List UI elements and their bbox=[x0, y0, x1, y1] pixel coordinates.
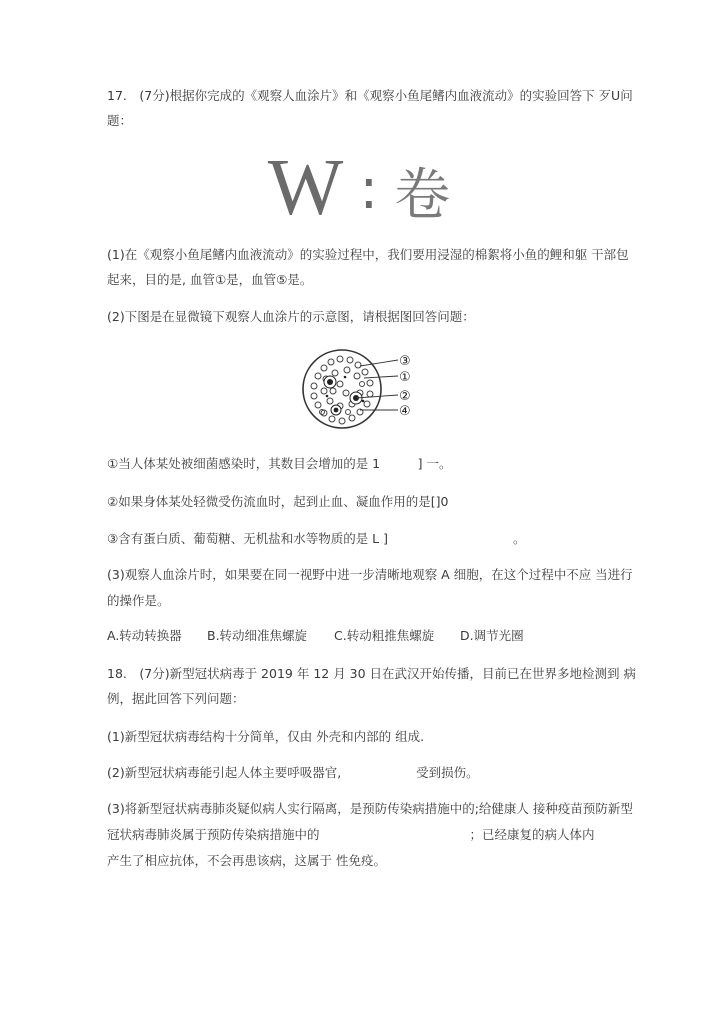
big-juan: 卷 bbox=[394, 163, 453, 228]
q17-sub1: ①当人体某处被细菌感染时，其数目会增加的是 1 ] 一。 bbox=[107, 456, 452, 471]
q17-sub3: ③含有蛋白质、葡萄糖、无机盐和水等物质的是 L ] 。 bbox=[107, 531, 526, 546]
watermark-heading bbox=[0, 144, 720, 236]
q18-p2: (2)新型冠状病毒能引起人体主要呼吸器官, 受到损伤。 bbox=[107, 765, 479, 780]
q18-p3-line1: (3)将新型冠状病毒肺炎疑似病人实行隔离，是预防传染病措施中的;给健康人 接种疫苗预防新型 bbox=[107, 801, 633, 816]
option-d: D.调节光圈 bbox=[460, 628, 524, 643]
q17-p3-line1: (3)观察人血涂片时，如果要在同一视野中进一步清晰地观察 A 细胞，在这个过程中不应 当进行 bbox=[107, 567, 633, 582]
label-3: ③ bbox=[399, 354, 411, 369]
q18-p3-line2: 冠状病毒肺炎属于预防传染病措施中的 ；已经康复的病人体内 bbox=[107, 827, 595, 842]
label-4: ④ bbox=[399, 404, 411, 419]
q17-header: 17. (7分)根据你完成的《观察人血涂片》和《观察小鱼尾鳍内血液流动》的实验回答下 歹U问 bbox=[107, 88, 633, 103]
q17-options bbox=[107, 628, 524, 644]
figure-labels bbox=[399, 354, 411, 419]
big-colon: : bbox=[359, 157, 381, 222]
q17-header-cont: 题： bbox=[107, 113, 133, 128]
label-1: ① bbox=[399, 370, 411, 385]
option-b: B.转动细准焦螺旋 bbox=[207, 628, 308, 643]
q18-header-cont: 例，据此回答下列问题： bbox=[107, 691, 245, 706]
q17-sub2: ②如果身体某处轻微受伤流血时，起到止血、凝血作用的是[]0 bbox=[107, 494, 449, 509]
q18-p3-line3: 产生了相应抗体，不会再患该病，这属于 性免疫。 bbox=[107, 853, 386, 868]
big-w: W bbox=[267, 144, 346, 232]
q17-p1-line1: (1)在《观察小鱼尾鳍内血液流动》的实验过程中，我们要用浸湿的棉絮将小鱼的鲤和躯 干部包 bbox=[107, 247, 629, 262]
q17-p1-line2: 起来，目的是, 血管①是，血管⑤是。 bbox=[107, 272, 313, 287]
q17-p3-line2: 的操作是。 bbox=[107, 593, 170, 608]
option-c: C.转动粗推焦螺旋 bbox=[334, 628, 435, 643]
q17-p2: (2)下图是在显微镜下观察人血涂片的示意图，请根据图回答问题： bbox=[107, 309, 475, 324]
option-a: A.转动转换器 bbox=[107, 628, 182, 643]
q18-header: 18. (7分)新型冠状病毒于 2019 年 12 月 30 日在武汉开始传播，目前已在世界多地检测到 病 bbox=[107, 666, 637, 681]
q18-p1: (1)新型冠状病毒结构十分简单，仅由 外壳和内部的 组成. bbox=[107, 729, 425, 744]
label-2: ② bbox=[399, 389, 411, 404]
blood-smear-figure bbox=[300, 346, 420, 432]
